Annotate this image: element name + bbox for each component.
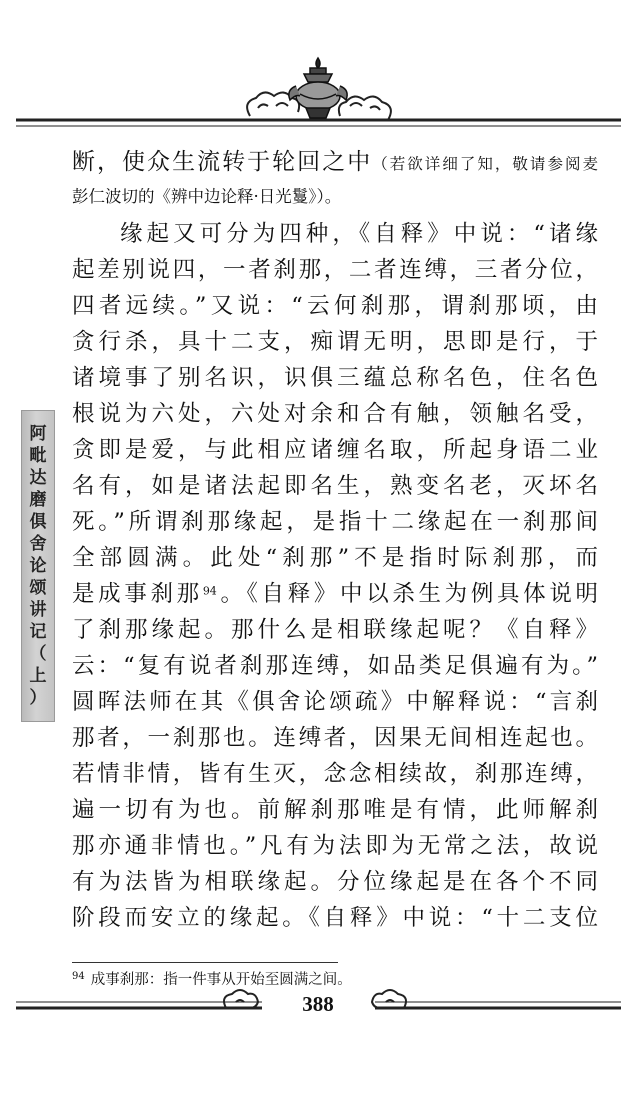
body-line: 死。”所谓刹那缘起，是指十二缘起在一刹那间 (72, 509, 598, 535)
body-line: 贪即是爱，与此相应诸缠名取，所起身语二业 (72, 437, 598, 463)
footnote-text: 成事刹那：指一件事从开始至圆满之间。 (90, 972, 352, 988)
body-line: 若情非情，皆有生灭，念念相续故，刹那连缚， (72, 761, 598, 787)
body-line: 阶段而安立的缘起。《自释》中说：“十二支位 (72, 905, 598, 931)
header-ornament (0, 56, 637, 136)
page-number: 388 (302, 992, 334, 1016)
side-tab-char: 上 (29, 666, 47, 686)
body-line: 遍一切有为也。前解刹那唯是有情，此师解刹 (72, 797, 598, 823)
body-line: 名有，如是诸法起即名生，熟变名老，灭坏名 (72, 473, 598, 499)
footnote-divider (72, 962, 338, 963)
side-tab-char: 达 (29, 468, 47, 488)
body-line: 根说为六处，六处对余和合有触，领触名受， (72, 401, 598, 427)
side-tab-char: 磨 (29, 490, 47, 510)
inline-note: （若欲详细了知，敬请参阅麦 (372, 155, 598, 173)
body-line: 是成事刹那$^{94}$。《自释》中以杀生为例具体说明 (72, 581, 598, 607)
side-tab-char: 舍 (29, 534, 47, 554)
body-line: 贪行杀，具十二支，痴谓无明，思即是行，于 (72, 329, 598, 355)
body-line: 那者，一刹那也。连缚者，因果无间相连起也。 (72, 725, 598, 751)
side-tab-char: 阿 (29, 424, 47, 444)
book-title-side-tab (21, 410, 55, 722)
body-line: 彭仁波切的《辨中边论释·日光鬘》）。 (72, 187, 342, 206)
side-tab-char: 颂 (29, 578, 47, 598)
side-tab-char: 论 (29, 556, 47, 576)
body-line: 云：“复有说者刹那连缚，如品类足俱遍有为。” (72, 653, 598, 679)
header-rule (16, 120, 621, 126)
footnote-reference[interactable]: 94 (202, 584, 217, 598)
side-tab-char: 讲 (29, 600, 47, 620)
body-line: 那亦通非情也。”凡有为法即为无常之法，故说 (72, 833, 598, 859)
body-line: 全部圆满。此处“刹那”不是指时际刹那，而 (72, 545, 598, 571)
body-line: 起差别说四，一者刹那，二者连缚，三者分位， (72, 257, 598, 283)
side-tab-char: ） (29, 688, 47, 708)
footnote-number: 94 (72, 971, 85, 982)
body-line: 诸境事了别名识，识俱三蕴总称名色，住名色 (72, 365, 598, 391)
body-line: 圆晖法师在其《俱舍论颂疏》中解释说：“言刹 (72, 689, 598, 715)
body-line: 了刹那缘起。那什么是相联缘起呢？《自释》 (72, 617, 598, 643)
side-tab-char: 毗 (29, 446, 47, 466)
side-tab-char: （ (29, 644, 47, 664)
body-text (72, 142, 598, 936)
body-line: 缘起又可分为四种，《自释》中说：“诸缘 (120, 221, 598, 247)
body-line: 断，使众生流转于轮回之中（若欲详细了知，敬请参阅麦 (72, 149, 598, 175)
body-line: 四者远续。”又说：“云何刹那，谓刹那顷，由 (72, 293, 598, 319)
body-line: 有为法皆为相联缘起。分位缘起是在各个不同 (72, 869, 598, 895)
side-tab-char: 记 (29, 622, 47, 642)
side-tab-char: 俱 (29, 512, 47, 532)
footer-cloud-left-icon (224, 990, 258, 1008)
footer-cloud-right-icon (372, 990, 406, 1008)
